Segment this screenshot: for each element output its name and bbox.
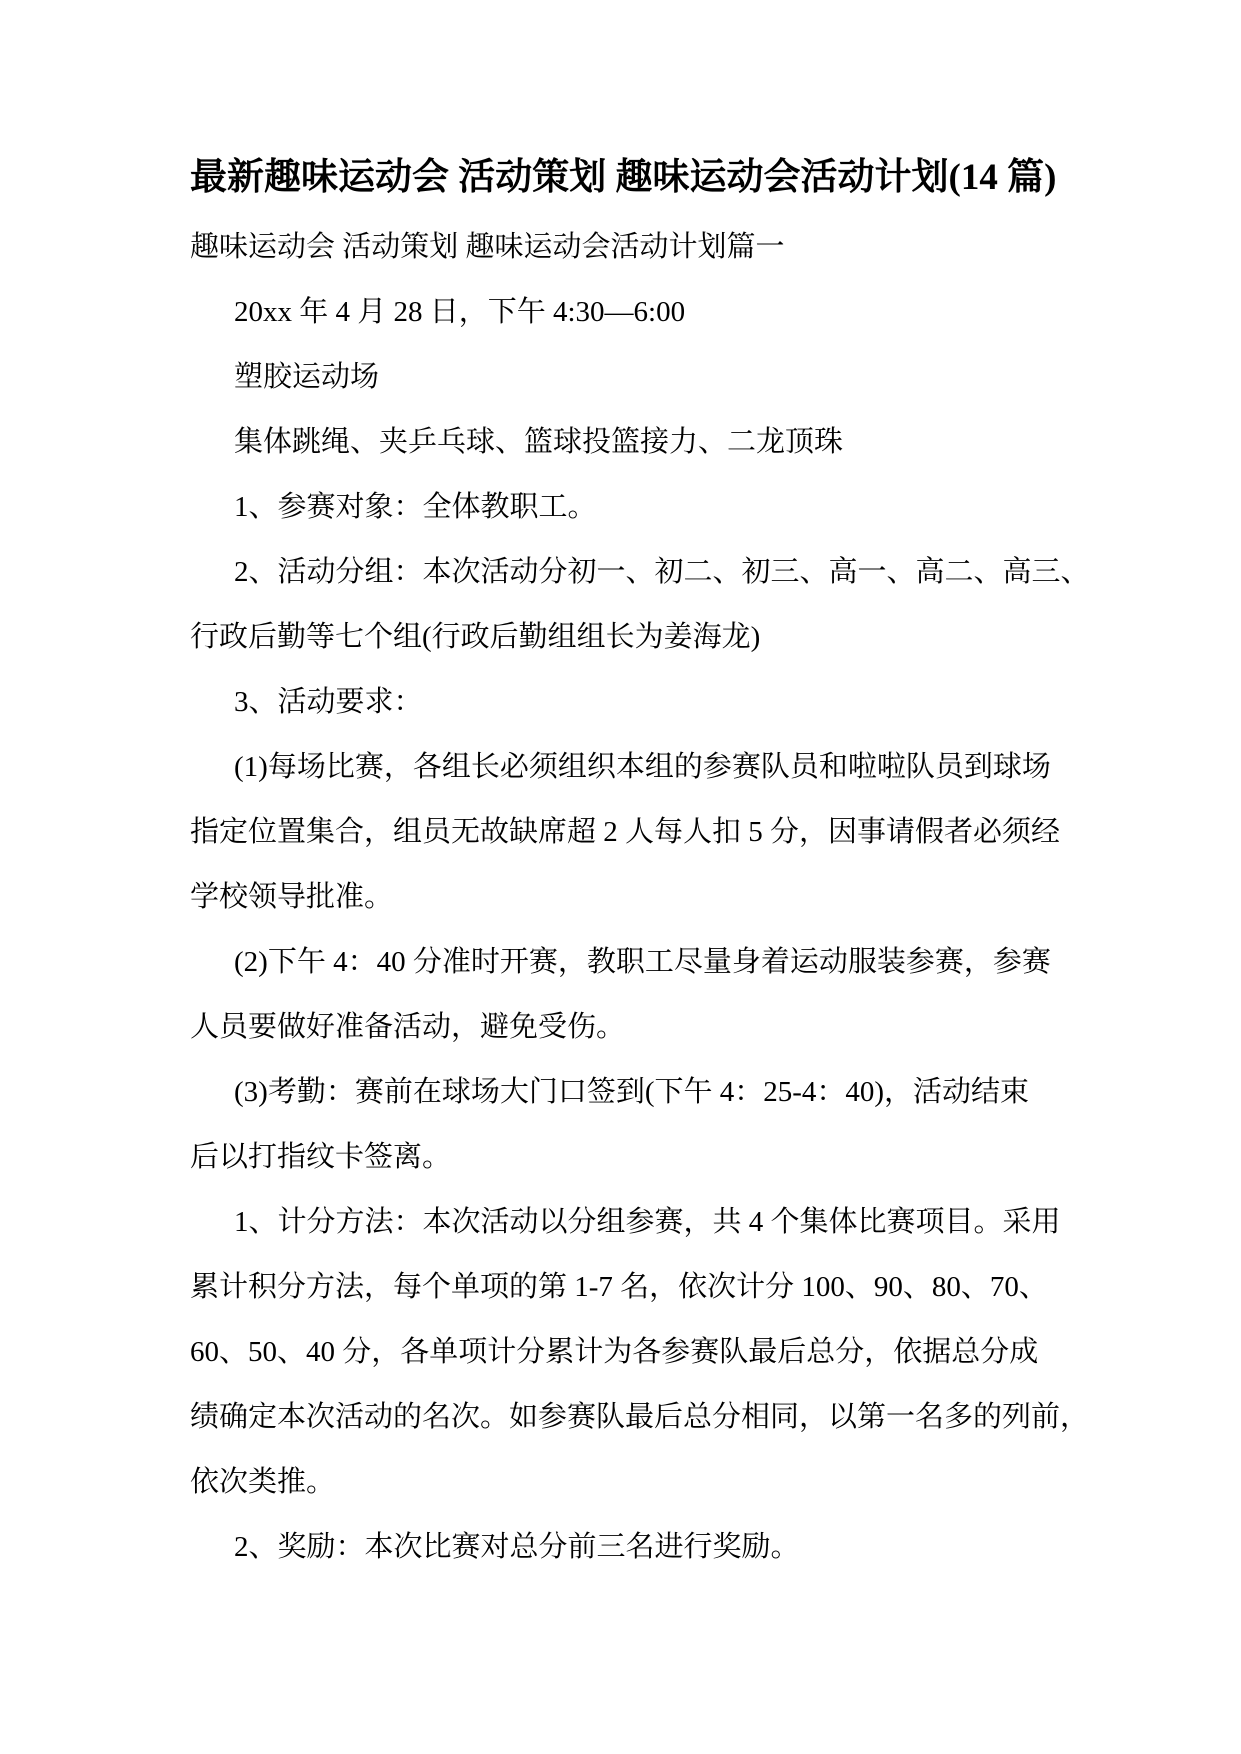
paragraph-line: 绩确定本次活动的名次。如参赛队最后总分相同，以第一名多的列前， xyxy=(190,1401,1090,1433)
paragraph-line: 后以打指纹卡签离。 xyxy=(190,1141,452,1173)
paragraph-line: 1、计分方法：本次活动以分组参赛，共 4 个集体比赛项目。采用 xyxy=(234,1206,1061,1238)
paragraph-line: 指定位置集合，组员无故缺席超 2 人每人扣 5 分，因事请假者必须经 xyxy=(190,816,1061,848)
paragraph-line: 2、奖励：本次比赛对总分前三名进行奖励。 xyxy=(234,1531,800,1563)
paragraph-line: 依次类推。 xyxy=(190,1466,336,1498)
paragraph-line: 20xx 年 4 月 28 日，下午 4:30—6:00 xyxy=(234,296,686,328)
paragraph-line: 行政后勤等七个组(行政后勤组组长为姜海龙) xyxy=(190,621,761,653)
document-title: 最新趣味运动会 活动策划 趣味运动会活动计划(14 篇) xyxy=(190,157,1057,198)
paragraph-line: 累计积分方法，每个单项的第 1-7 名，依次计分 100、90、80、70、 xyxy=(190,1271,1048,1303)
paragraph-line: 1、参赛对象：全体教职工。 xyxy=(234,491,597,523)
document-content xyxy=(190,141,1090,1580)
paragraph-line: (3)考勤：赛前在球场大门口签到(下午 4：25-4：40)，活动结束 xyxy=(234,1076,1030,1108)
paragraph-line: 60、50、40 分，各单项计分累计为各参赛队最后总分，依据总分成 xyxy=(190,1336,1039,1368)
paragraph-line: 3、活动要求： xyxy=(234,686,423,718)
paragraph-line: (1)每场比赛，各组长必须组织本组的参赛队员和啦啦队员到球场 xyxy=(234,751,1051,783)
paragraph-line: 集体跳绳、夹乒乓球、篮球投篮接力、二龙顶珠 xyxy=(234,426,844,458)
paragraph-line: 人员要做好准备活动，避免受伤。 xyxy=(190,1011,626,1043)
paragraph-line: 塑胶运动场 xyxy=(234,361,380,393)
paragraph-line: 趣味运动会 活动策划 趣味运动会活动计划篇一 xyxy=(190,231,785,263)
paragraph-line: 2、活动分组：本次活动分初一、初二、初三、高一、高二、高三、 xyxy=(234,556,1090,588)
paragraph-line: 学校领导批准。 xyxy=(190,881,394,913)
paragraph-line: (2)下午 4：40 分准时开赛，教职工尽量身着运动服装参赛，参赛 xyxy=(234,946,1051,978)
